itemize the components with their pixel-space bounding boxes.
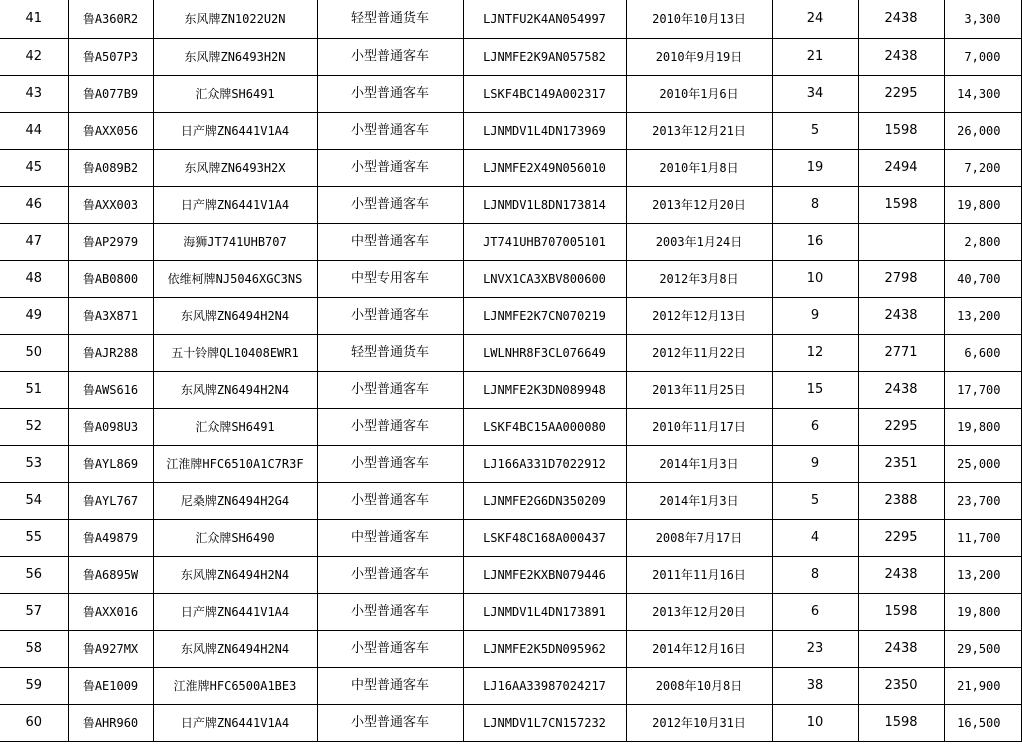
plate-number-cell: 鲁AWS616 — [68, 372, 153, 409]
row-number-cell: 52 — [0, 409, 68, 446]
vehicle-model-cell: 日产牌ZN6441V1A4 — [153, 187, 317, 224]
months-cell: 10 — [772, 705, 858, 742]
displacement-cell: 1598 — [858, 594, 944, 631]
table-row — [0, 594, 1021, 631]
table-row — [0, 483, 1021, 520]
vehicle-type-cell: 中型普通客车 — [317, 224, 463, 261]
months-cell: 9 — [772, 298, 858, 335]
vehicle-type-cell: 小型普通客车 — [317, 705, 463, 742]
plate-number-cell: 鲁A3X871 — [68, 298, 153, 335]
months-cell: 38 — [772, 668, 858, 705]
row-number-cell: 47 — [0, 224, 68, 261]
price-cell: 23,700 — [944, 483, 1021, 520]
vehicle-type-cell: 小型普通客车 — [317, 150, 463, 187]
vehicle-type-cell: 小型普通客车 — [317, 594, 463, 631]
plate-number-cell: 鲁AE1009 — [68, 668, 153, 705]
vehicle-type-cell: 小型普通客车 — [317, 557, 463, 594]
vehicle-model-cell: 东风牌ZN6493H2N — [153, 39, 317, 76]
vin-cell: LJNMDV1L7CN157232 — [463, 705, 626, 742]
displacement-cell: 2351 — [858, 446, 944, 483]
displacement-cell: 2438 — [858, 372, 944, 409]
row-number-cell: 41 — [0, 0, 68, 39]
registration-date-cell: 2012年11月22日 — [626, 335, 772, 372]
vin-cell: LJNMDV1L4DN173969 — [463, 113, 626, 150]
displacement-cell: 2438 — [858, 557, 944, 594]
registration-date-cell: 2010年10月13日 — [626, 0, 772, 39]
displacement-cell: 2438 — [858, 0, 944, 39]
price-cell: 13,200 — [944, 557, 1021, 594]
vin-cell: LJNMFE2K3DN089948 — [463, 372, 626, 409]
plate-number-cell: 鲁AB0800 — [68, 261, 153, 298]
row-number-cell: 45 — [0, 150, 68, 187]
vin-cell: JT741UHB707005101 — [463, 224, 626, 261]
vehicle-type-cell: 小型普通客车 — [317, 39, 463, 76]
plate-number-cell: 鲁A360R2 — [68, 0, 153, 39]
table-row — [0, 409, 1021, 446]
vin-cell: LJNMDV1L8DN173814 — [463, 187, 626, 224]
plate-number-cell: 鲁A49879 — [68, 520, 153, 557]
plate-number-cell: 鲁AYL869 — [68, 446, 153, 483]
displacement-cell: 2295 — [858, 76, 944, 113]
row-number-cell: 54 — [0, 483, 68, 520]
months-cell: 9 — [772, 446, 858, 483]
vehicle-type-cell: 小型普通客车 — [317, 76, 463, 113]
displacement-cell: 2438 — [858, 39, 944, 76]
displacement-cell: 1598 — [858, 705, 944, 742]
table-row — [0, 113, 1021, 150]
row-number-cell: 59 — [0, 668, 68, 705]
registration-date-cell: 2010年1月6日 — [626, 76, 772, 113]
displacement-cell: 2798 — [858, 261, 944, 298]
months-cell: 6 — [772, 594, 858, 631]
vehicle-model-cell: 江淮牌HFC6510A1C7R3F — [153, 446, 317, 483]
vehicle-model-cell: 日产牌ZN6441V1A4 — [153, 705, 317, 742]
plate-number-cell: 鲁AXX056 — [68, 113, 153, 150]
vehicle-model-cell: 依维柯牌NJ5046XGC3NS — [153, 261, 317, 298]
table-row — [0, 335, 1021, 372]
row-number-cell: 53 — [0, 446, 68, 483]
plate-number-cell: 鲁A098U3 — [68, 409, 153, 446]
table-row — [0, 557, 1021, 594]
months-cell: 21 — [772, 39, 858, 76]
displacement-cell: 2295 — [858, 520, 944, 557]
table-row — [0, 76, 1021, 113]
plate-number-cell: 鲁AXX016 — [68, 594, 153, 631]
price-cell: 14,300 — [944, 76, 1021, 113]
vin-cell: LJNMFE2X49N056010 — [463, 150, 626, 187]
months-cell: 23 — [772, 631, 858, 668]
price-cell: 19,800 — [944, 187, 1021, 224]
row-number-cell: 44 — [0, 113, 68, 150]
row-number-cell: 50 — [0, 335, 68, 372]
months-cell: 15 — [772, 372, 858, 409]
row-number-cell: 42 — [0, 39, 68, 76]
table-row — [0, 705, 1021, 742]
vin-cell: LJ16AA33987024217 — [463, 668, 626, 705]
registration-date-cell: 2012年10月31日 — [626, 705, 772, 742]
row-number-cell: 48 — [0, 261, 68, 298]
vin-cell: LSKF4BC149A002317 — [463, 76, 626, 113]
vehicle-model-cell: 东风牌ZN6494H2N4 — [153, 631, 317, 668]
plate-number-cell: 鲁AXX003 — [68, 187, 153, 224]
row-number-cell: 55 — [0, 520, 68, 557]
price-cell: 17,700 — [944, 372, 1021, 409]
vehicle-type-cell: 小型普通客车 — [317, 409, 463, 446]
price-cell: 2,800 — [944, 224, 1021, 261]
vehicle-type-cell: 中型专用客车 — [317, 261, 463, 298]
price-cell: 7,000 — [944, 39, 1021, 76]
vin-cell: LSKF48C168A000437 — [463, 520, 626, 557]
vehicle-type-cell: 小型普通客车 — [317, 113, 463, 150]
row-number-cell: 43 — [0, 76, 68, 113]
plate-number-cell: 鲁AJR288 — [68, 335, 153, 372]
registration-date-cell: 2013年12月21日 — [626, 113, 772, 150]
months-cell: 6 — [772, 409, 858, 446]
vin-cell: LJNTFU2K4AN054997 — [463, 0, 626, 39]
months-cell: 12 — [772, 335, 858, 372]
registration-date-cell: 2003年1月24日 — [626, 224, 772, 261]
registration-date-cell: 2011年11月16日 — [626, 557, 772, 594]
registration-date-cell: 2010年9月19日 — [626, 39, 772, 76]
vin-cell: LSKF4BC15AA000080 — [463, 409, 626, 446]
plate-number-cell: 鲁A6895W — [68, 557, 153, 594]
vehicle-type-cell: 小型普通客车 — [317, 483, 463, 520]
row-number-cell: 49 — [0, 298, 68, 335]
price-cell: 7,200 — [944, 150, 1021, 187]
price-cell: 13,200 — [944, 298, 1021, 335]
registration-date-cell: 2012年12月13日 — [626, 298, 772, 335]
months-cell: 19 — [772, 150, 858, 187]
row-number-cell: 56 — [0, 557, 68, 594]
vehicle-type-cell: 小型普通客车 — [317, 372, 463, 409]
table-row — [0, 187, 1021, 224]
price-cell: 21,900 — [944, 668, 1021, 705]
vehicle-model-cell: 东风牌ZN6494H2N4 — [153, 298, 317, 335]
table-row — [0, 298, 1021, 335]
price-cell: 25,000 — [944, 446, 1021, 483]
vehicle-type-cell: 小型普通客车 — [317, 631, 463, 668]
months-cell: 5 — [772, 483, 858, 520]
vehicle-model-cell: 江淮牌HFC6500A1BE3 — [153, 668, 317, 705]
registration-date-cell: 2013年12月20日 — [626, 187, 772, 224]
registration-date-cell: 2013年11月25日 — [626, 372, 772, 409]
vehicle-type-cell: 轻型普通货车 — [317, 335, 463, 372]
vehicle-model-cell: 海狮JT741UHB707 — [153, 224, 317, 261]
plate-number-cell: 鲁A507P3 — [68, 39, 153, 76]
vehicle-model-cell: 东风牌ZN6494H2N4 — [153, 557, 317, 594]
registration-date-cell: 2008年7月17日 — [626, 520, 772, 557]
price-cell: 6,600 — [944, 335, 1021, 372]
months-cell: 16 — [772, 224, 858, 261]
registration-date-cell: 2014年12月16日 — [626, 631, 772, 668]
plate-number-cell: 鲁A927MX — [68, 631, 153, 668]
displacement-cell: 2388 — [858, 483, 944, 520]
displacement-cell: 2438 — [858, 631, 944, 668]
displacement-cell: 2771 — [858, 335, 944, 372]
table-row — [0, 261, 1021, 298]
plate-number-cell: 鲁AP2979 — [68, 224, 153, 261]
vehicle-model-cell: 东风牌ZN6493H2X — [153, 150, 317, 187]
vin-cell: LJNMFE2G6DN350209 — [463, 483, 626, 520]
registration-date-cell: 2010年11月17日 — [626, 409, 772, 446]
vehicle-model-cell: 汇众牌SH6491 — [153, 409, 317, 446]
registration-date-cell: 2014年1月3日 — [626, 446, 772, 483]
vin-cell: LJNMFE2K7CN070219 — [463, 298, 626, 335]
table-row — [0, 224, 1021, 261]
months-cell: 24 — [772, 0, 858, 39]
vin-cell: LNVX1CA3XBV800600 — [463, 261, 626, 298]
displacement-cell: 2494 — [858, 150, 944, 187]
table-row — [0, 446, 1021, 483]
vehicle-type-cell: 小型普通客车 — [317, 187, 463, 224]
displacement-cell: 2295 — [858, 409, 944, 446]
price-cell: 3,300 — [944, 0, 1021, 39]
row-number-cell: 46 — [0, 187, 68, 224]
vehicle-model-cell: 尼桑牌ZN6494H2G4 — [153, 483, 317, 520]
vin-cell: LJNMDV1L4DN173891 — [463, 594, 626, 631]
vehicle-type-cell: 中型普通客车 — [317, 520, 463, 557]
row-number-cell: 57 — [0, 594, 68, 631]
months-cell: 5 — [772, 113, 858, 150]
vehicle-type-cell: 小型普通客车 — [317, 298, 463, 335]
price-cell: 40,700 — [944, 261, 1021, 298]
displacement-cell: 1598 — [858, 113, 944, 150]
price-cell: 19,800 — [944, 409, 1021, 446]
displacement-cell: 2350 — [858, 668, 944, 705]
vehicle-model-cell: 日产牌ZN6441V1A4 — [153, 594, 317, 631]
price-cell: 16,500 — [944, 705, 1021, 742]
vehicle-model-cell: 东风牌ZN6494H2N4 — [153, 372, 317, 409]
table-row — [0, 39, 1021, 76]
vin-cell: LJNMFE2K9AN057582 — [463, 39, 626, 76]
table-row — [0, 520, 1021, 557]
vehicle-model-cell: 五十铃牌QL10408EWR1 — [153, 335, 317, 372]
row-number-cell: 60 — [0, 705, 68, 742]
table-row — [0, 631, 1021, 668]
vin-cell: LWLNHR8F3CL076649 — [463, 335, 626, 372]
price-cell: 11,700 — [944, 520, 1021, 557]
plate-number-cell: 鲁A077B9 — [68, 76, 153, 113]
months-cell: 8 — [772, 557, 858, 594]
table-row — [0, 150, 1021, 187]
vin-cell: LJNMFE2KXBN079446 — [463, 557, 626, 594]
vin-cell: LJ166A331D7022912 — [463, 446, 626, 483]
vehicle-type-cell: 小型普通客车 — [317, 446, 463, 483]
table-row — [0, 668, 1021, 705]
displacement-cell: 2438 — [858, 298, 944, 335]
vehicle-type-cell: 中型普通客车 — [317, 668, 463, 705]
price-cell: 26,000 — [944, 113, 1021, 150]
vehicle-model-cell: 汇众牌SH6490 — [153, 520, 317, 557]
months-cell: 10 — [772, 261, 858, 298]
registration-date-cell: 2010年1月8日 — [626, 150, 772, 187]
months-cell: 4 — [772, 520, 858, 557]
registration-date-cell: 2012年3月8日 — [626, 261, 772, 298]
price-cell: 29,500 — [944, 631, 1021, 668]
plate-number-cell: 鲁A089B2 — [68, 150, 153, 187]
row-number-cell: 58 — [0, 631, 68, 668]
plate-number-cell: 鲁AHR960 — [68, 705, 153, 742]
row-number-cell: 51 — [0, 372, 68, 409]
vehicle-model-cell: 东风牌ZN1022U2N — [153, 0, 317, 39]
price-cell: 19,800 — [944, 594, 1021, 631]
table-row — [0, 0, 1021, 39]
months-cell: 34 — [772, 76, 858, 113]
displacement-cell — [858, 224, 944, 261]
displacement-cell: 1598 — [858, 187, 944, 224]
registration-date-cell: 2014年1月3日 — [626, 483, 772, 520]
vehicle-type-cell: 轻型普通货车 — [317, 0, 463, 39]
vehicle-model-cell: 汇众牌SH6491 — [153, 76, 317, 113]
registration-date-cell: 2013年12月20日 — [626, 594, 772, 631]
vehicle-model-cell: 日产牌ZN6441V1A4 — [153, 113, 317, 150]
vin-cell: LJNMFE2K5DN095962 — [463, 631, 626, 668]
months-cell: 8 — [772, 187, 858, 224]
table-row — [0, 372, 1021, 409]
plate-number-cell: 鲁AYL767 — [68, 483, 153, 520]
registration-date-cell: 2008年10月8日 — [626, 668, 772, 705]
